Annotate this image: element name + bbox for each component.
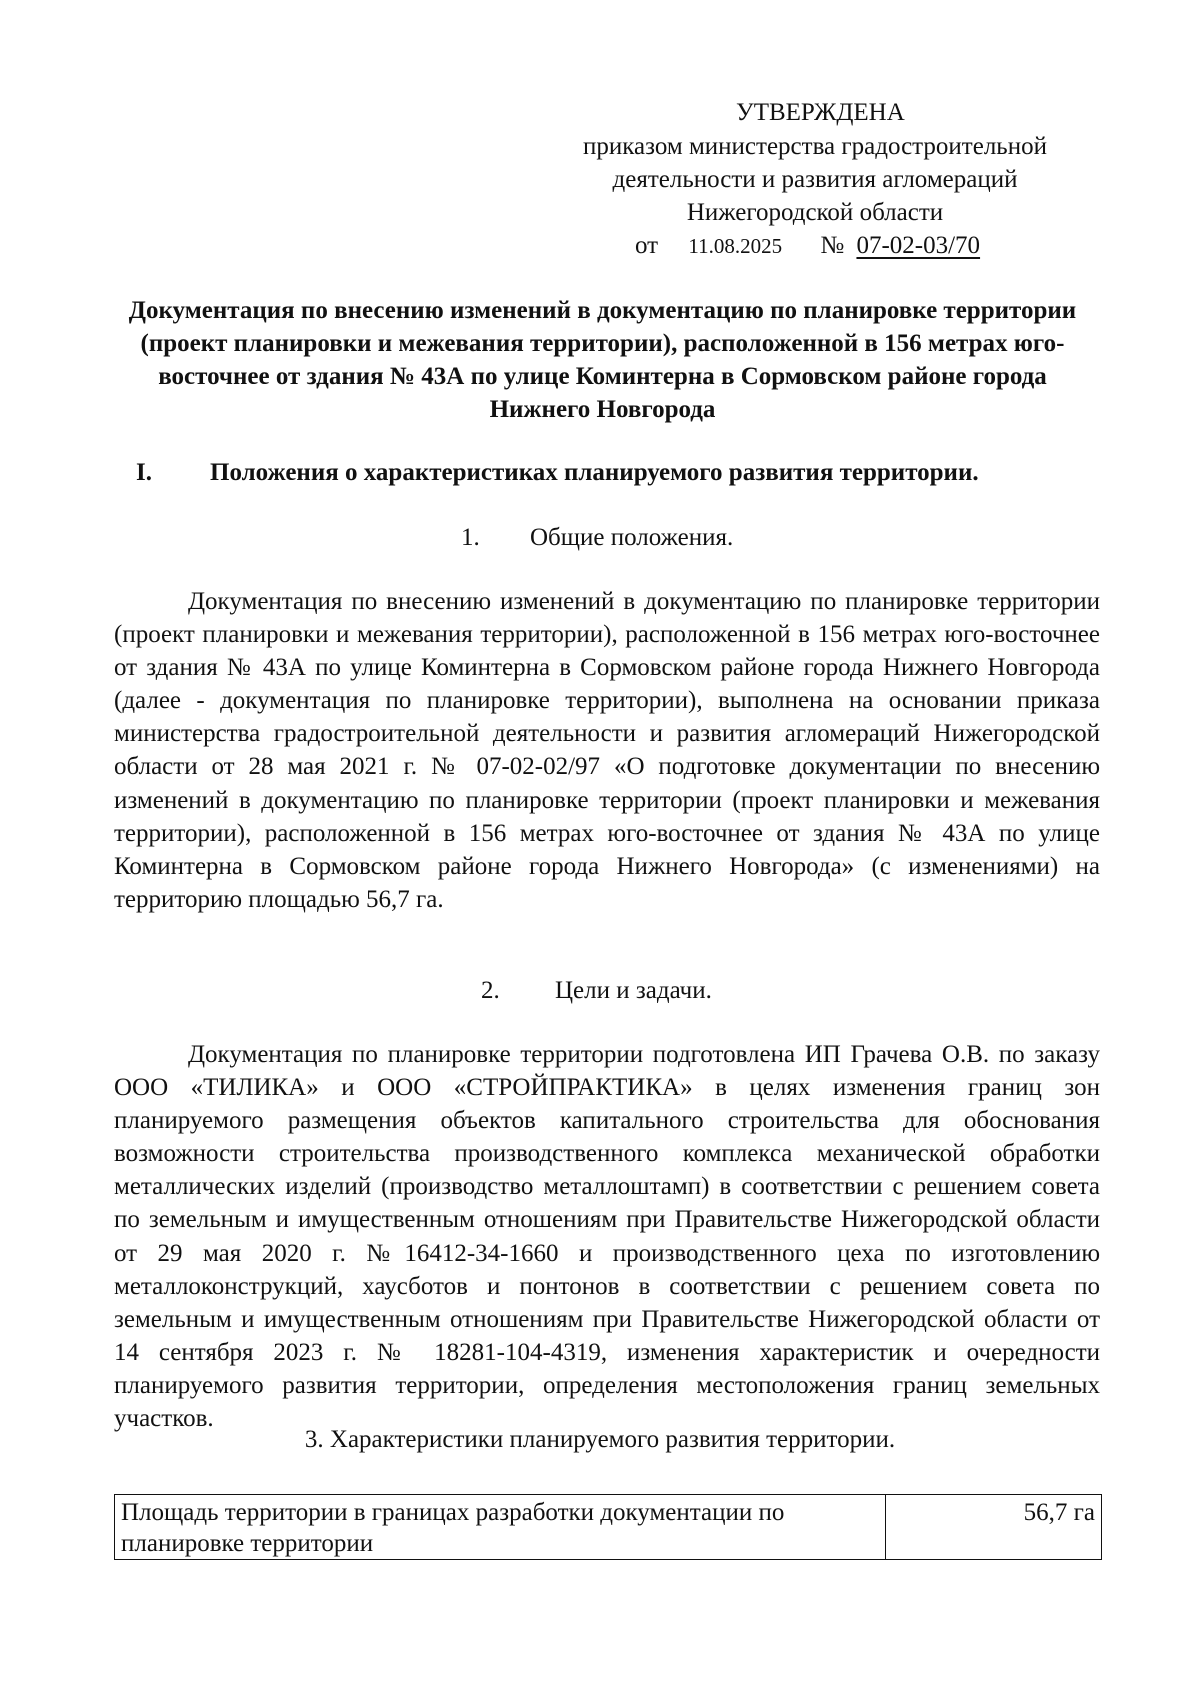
document-title: Документация по внесению изменений в документацию по планировке территории (проект планировки и межевания территории), расположенной в 156 метрах юго-восточнее от здания № 43А по улице Коминтерна в Сормовском районе города Нижнего Новгорода bbox=[128, 297, 1077, 423]
table-cell-label: Площадь территории в границах разработки документации по планировке территории bbox=[115, 1495, 886, 1560]
subsection-2-paragraph: Документация по планировке территории подготовлена ИП Грачева О.В. по заказу ООО «ТИЛИКА» и ООО «СТРОЙПРАКТИКА» в целях изменения границ зон планируемого размещения объектов капитального строительства для обоснования возможности строительства производственного комплекса механической обработки металлических изделий (производство металлоштамп) в соответствии с решением совета по земельным и имущественным отношениям при Правительстве Нижегородской области от 29 мая 2020 г. №16412-34-1660 и производственного цеха по изготовлению металлоконструкций, хаусботов и понтонов в соответствии с решением совета по земельным и имущественным отношениям при Правительстве Нижегородской области от 14 сентября 2023 г. № 18281-104-4319, изменения характеристик и очередности планируемого развития территории, определения местоположения границ земельных участков. bbox=[114, 1041, 1100, 1433]
section-number: I. bbox=[136, 459, 152, 486]
subsection-2-number: 2. bbox=[481, 977, 500, 1004]
order-date: 11.08.2025 bbox=[688, 234, 783, 258]
order-number-sign: № bbox=[820, 232, 845, 259]
subsection-1-paragraph: Документация по внесению изменений в документацию по планировке территории (проект планировки и межевания территории), расположенной в 156 метрах юго-восточнее от здания № 43А по улице Коминтерна в Сормовском районе города Нижнего Новгорода (далее - документация по планировке территории), выполнена на основании приказа министерства градостроительной деятельности и развития агломераций Нижегородской области от 28 мая 2021 г. № 07-02-02/97 «О подготовке документации по внесению изменений в документацию по планировке территории (проект планировки и межевания территории), расположенной в 156 метрах юго-восточнее от здания № 43А по улице Коминтерна в Сормовском районе города Нижнего Новгорода» (с изменениями) на территорию площадью 56,7 га. bbox=[114, 588, 1100, 913]
table-row bbox=[115, 1495, 1102, 1560]
subsection-1-title: Общие положения. bbox=[530, 524, 734, 551]
approval-order bbox=[635, 229, 980, 263]
approval-title: УТВЕРЖДЕНА bbox=[736, 99, 905, 126]
table-cell-value: 56,7 га bbox=[886, 1495, 1102, 1560]
subsection-3-title: 3. Характеристики планируемого развития территории. bbox=[304, 1426, 896, 1453]
order-number: 07-02-03/70 bbox=[856, 232, 981, 259]
subsection-1-number: 1. bbox=[461, 524, 480, 551]
section-title: Положения о характеристиках планируемого развития территории. bbox=[210, 459, 979, 486]
subsection-2-title: Цели и задачи. bbox=[555, 977, 712, 1004]
approval-line-2: деятельности и развития агломераций bbox=[612, 166, 1018, 193]
order-from-label: от bbox=[635, 232, 659, 259]
approval-line-3: Нижегородской области bbox=[686, 199, 944, 226]
characteristics-table bbox=[114, 1494, 1102, 1560]
approval-line-1: приказом министерства градостроительной bbox=[583, 133, 1047, 160]
